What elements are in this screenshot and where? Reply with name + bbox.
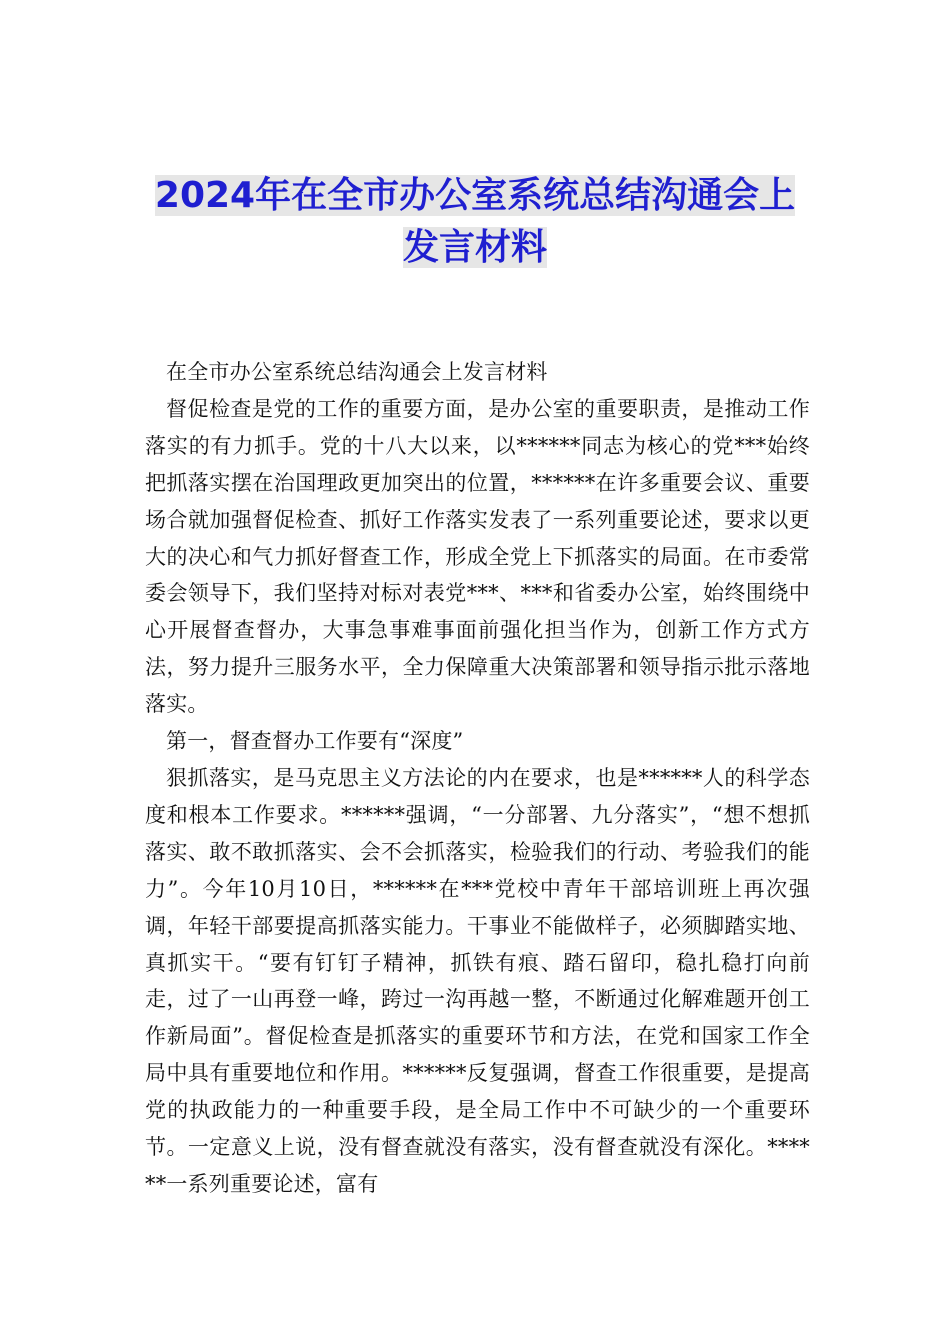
title-line-2: 发言材料 (402, 227, 547, 268)
title-line-1: 2024年在全市办公室系统总结沟通会上 (154, 175, 796, 216)
document-title (130, 170, 820, 274)
document-body (145, 354, 810, 1203)
body-paragraph: 狠抓落实，是马克思主义方法论的内在要求，也是******人的科学态度和根本工作要求。******强调，“一分部署、九分落实”，“想不想抓落实、敢不敢抓落实、会不会抓落实，检验我们的行动、考验我们的能力”。今年10月10日，******在***党校中青年干部培训班上再次强调，年轻干部要提高抓落实能力。干事业不能做样子，必须脚踏实地、真抓实干。“要有钉钉子精神，抓铁有痕、踏石留印，稳扎稳打向前走，过了一山再登一峰，跨过一沟再越一整，不断通过化解难题开创工作新局面”。督促检查是抓落实的重要环节和方法，在党和国家工作全局中具有重要地位和作用。******反复强调，督查工作很重要，是提高党的执政能力的一种重要手段，是全局工作中不可缺少的一个重要环节。一定意义上说，没有督查就没有落实，没有督查就没有深化。******一系列重要论述，富有 (145, 765, 810, 1196)
section-heading: 第一，督查督办工作要有“深度” (166, 729, 464, 754)
subtitle-paragraph: 在全市办公室系统总结沟通会上发言材料 (166, 360, 548, 384)
body-paragraph: 督促检查是党的工作的重要方面，是办公室的重要职责，是推动工作落实的有力抓手。党的十八大以来，以******同志为核心的党***始终把抓落实摆在治国理政更加突出的位置，******在许多重要会议、重要场合就加强督促检查、抓好工作落实发表了一系列重要论述，要求以更大的决心和气力抓好督查工作，形成全党上下抓落实的局面。在市委常委会领导下，我们坚持对标对表党***、***和省委办公室，始终围绕中心开展督查督办，大事急事难事面前强化担当作为，创新工作方式方法，努力提升三服务水平，全力保障重大决策部署和领导指示批示落地落实。 (145, 396, 810, 717)
